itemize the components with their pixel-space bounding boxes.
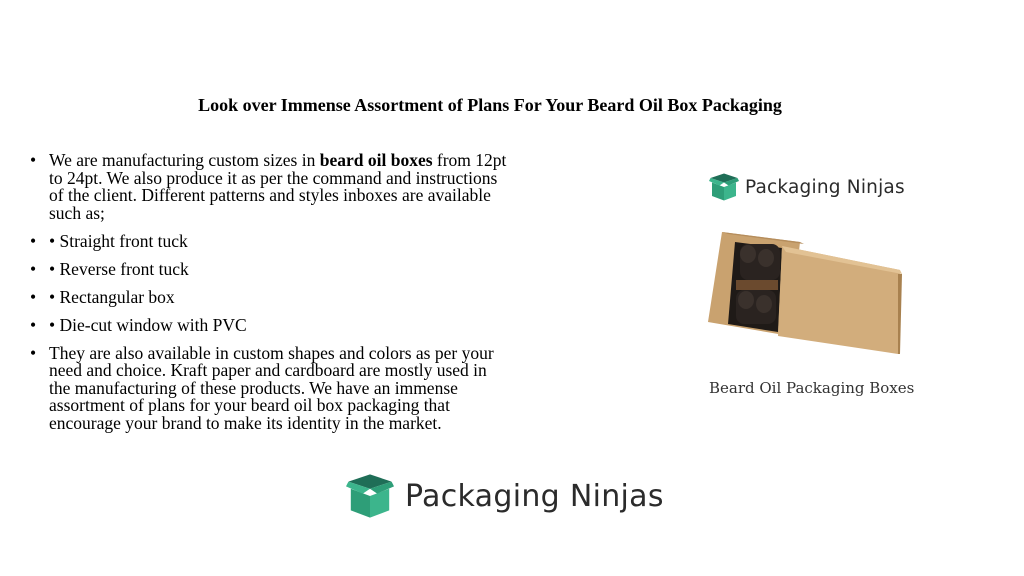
bullet-text: • Die-cut window with PVC: [49, 314, 247, 335]
brand-wordmark: Packaging Ninjas: [405, 478, 664, 514]
box-logo-icon: [709, 172, 739, 202]
bullet-item-summary: [28, 342, 508, 433]
bullet-item-rectangular-box: [28, 286, 508, 307]
bullet-intro-bold: beard oil boxes: [319, 150, 433, 170]
page-title: Look over Immense Assortment of Plans For Your Beard Oil Box Packaging: [198, 95, 782, 115]
brand-wordmark: Packaging Ninjas: [745, 176, 905, 198]
bullet-text: • Straight front tuck: [49, 230, 188, 251]
bullet-list: [28, 152, 508, 443]
bullet-intro-start: We are manufacturing custom sizes in: [49, 150, 320, 170]
brand-logo-small: [709, 172, 905, 202]
bullet-text: • Rectangular box: [49, 286, 175, 307]
brand-logo-large: [344, 472, 664, 520]
bullet-text: They are also available in custom shapes and colors as per your need and choice. Kraft paper and cardboard are mostly used in the manufacturing of these products. We have an immense assortment of plans for your beard oil box packaging that encourage your brand to make its identity in the market.: [49, 342, 494, 433]
bullet-item-straight-tuck: [28, 230, 508, 251]
product-caption: Beard Oil Packaging Boxes: [709, 379, 915, 397]
bullet-item-intro: [28, 152, 508, 222]
beard-oil-box-image: [700, 214, 910, 364]
bullet-intro-end: from 12pt to 24pt. We also produce it as per the command and instructions of the client. Different patterns and styles inboxes are available such as;: [49, 150, 507, 223]
bullet-item-reverse-tuck: [28, 258, 508, 279]
bullet-text: • Reverse front tuck: [49, 258, 189, 279]
bullet-item-die-cut-window: [28, 314, 508, 335]
box-logo-icon: [344, 472, 396, 520]
